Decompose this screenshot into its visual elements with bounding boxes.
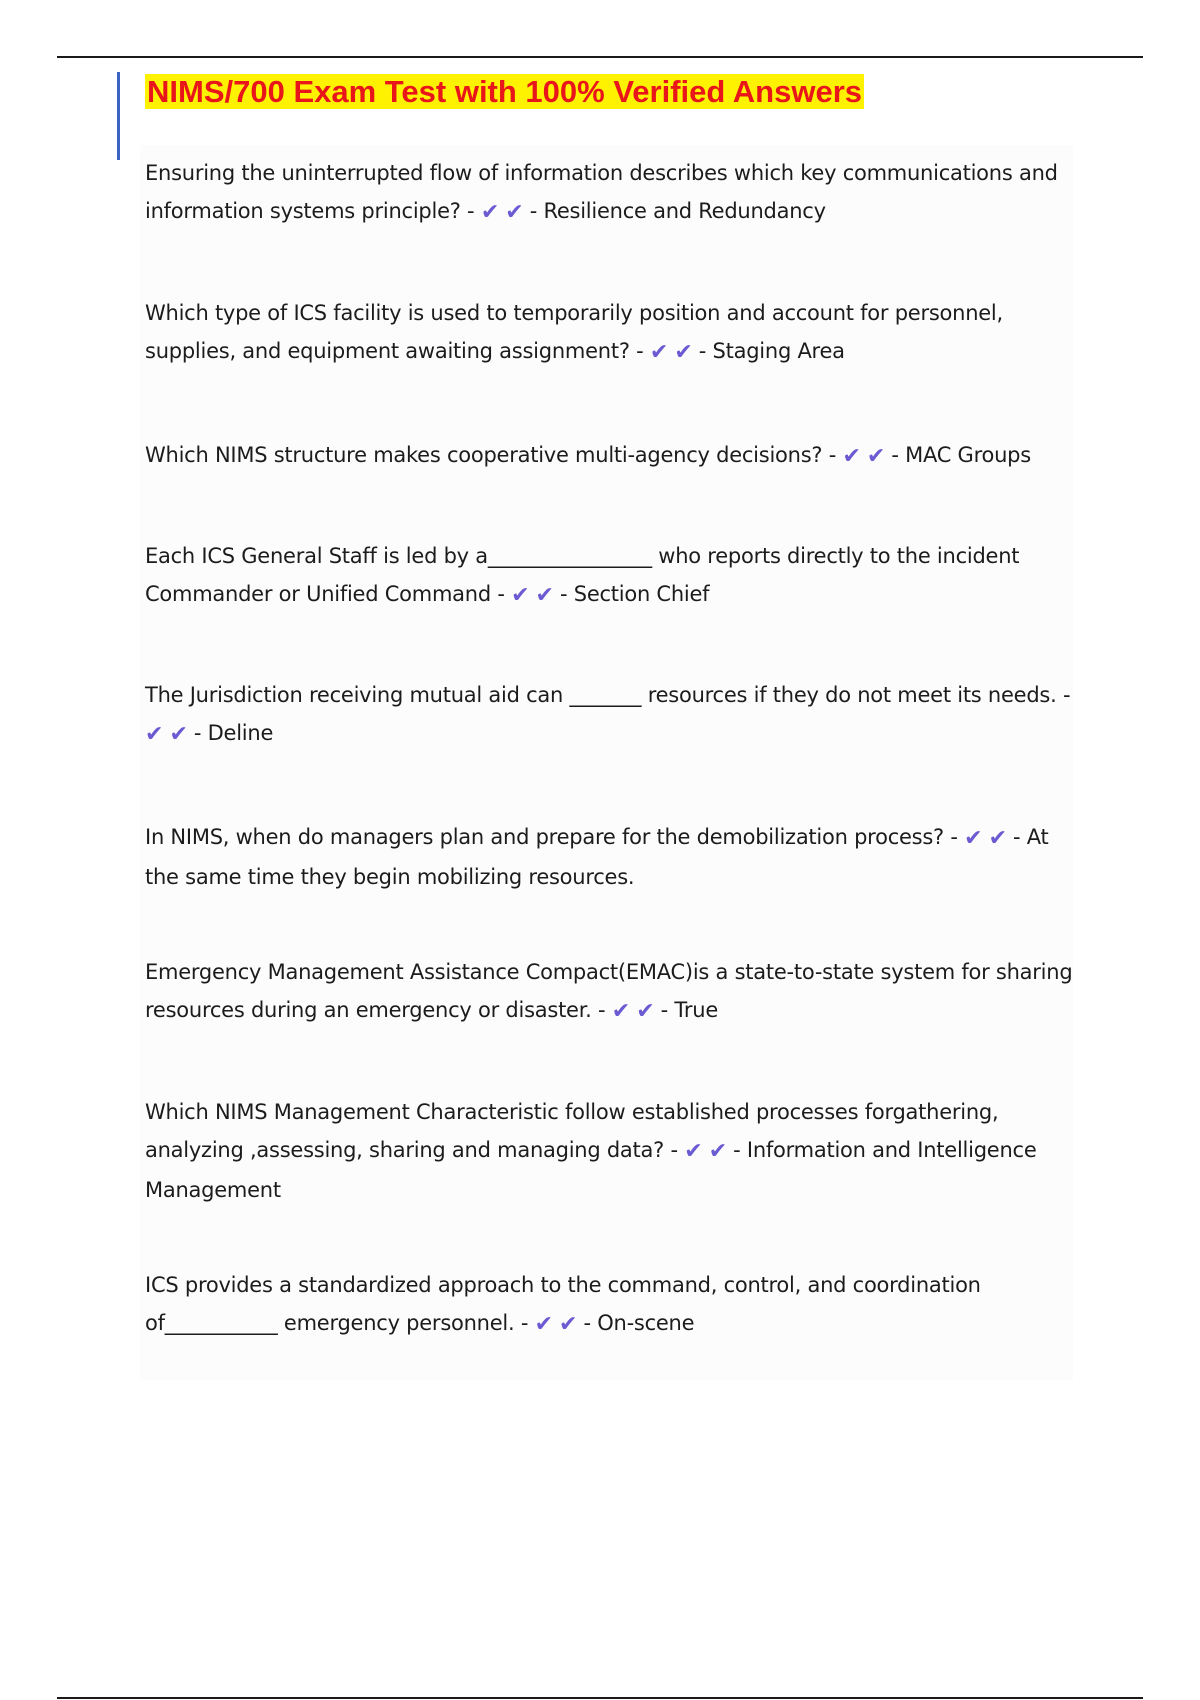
answer-text: - Deline bbox=[193, 721, 274, 745]
qa-item-9 bbox=[145, 1266, 1080, 1344]
top-rule bbox=[57, 56, 1143, 58]
qa-item-6 bbox=[145, 818, 1080, 896]
question-text: Which NIMS structure makes cooperative multi-agency decisions? - bbox=[145, 443, 837, 467]
document-title: NIMS/700 Exam Test with 100% Verified Answers bbox=[147, 74, 863, 109]
qa-item-3 bbox=[145, 436, 1080, 476]
answer-text: - At the same time they begin mobilizing resources. bbox=[145, 825, 1049, 889]
title-accent-bar bbox=[117, 72, 120, 160]
double-check-icon: ✔✔ bbox=[145, 722, 194, 747]
question-text: Which NIMS Management Characteristic follow established processes forgathering, analyzing ,assessing, sharing and managing data? - bbox=[145, 1100, 999, 1162]
qa-item-5 bbox=[145, 676, 1080, 754]
qa-item-8 bbox=[145, 1093, 1080, 1209]
answer-text: - MAC Groups bbox=[891, 443, 1031, 467]
double-check-icon: ✔✔ bbox=[649, 340, 699, 365]
question-text: Which type of ICS facility is used to temporarily position and account for personnel, supplies, and equipment awaiting assignment? - bbox=[145, 301, 1003, 363]
qa-item-1 bbox=[145, 154, 1080, 232]
question-text: In NIMS, when do managers plan and prepare for the demobilization process? - bbox=[145, 825, 958, 849]
qa-item-4 bbox=[145, 537, 1080, 615]
answer-text: - Section Chief bbox=[559, 582, 710, 606]
question-text: Ensuring the uninterrupted flow of information describes which key communications and information systems principle? - bbox=[145, 161, 1058, 223]
double-check-icon: ✔✔ bbox=[511, 583, 560, 608]
question-text: ICS provides a standardized approach to the command, control, and coordination of___________ emergency personnel. - bbox=[145, 1273, 981, 1335]
answer-text: - On-scene bbox=[583, 1311, 695, 1335]
answer-text: - Information and Intelligence Management bbox=[145, 1138, 1037, 1202]
question-text: The Jurisdiction receiving mutual aid can _______ resources if they do not meet its needs. - bbox=[145, 683, 1071, 707]
answer-text: - Resilience and Redundancy bbox=[529, 199, 826, 223]
answer-text: - True bbox=[660, 998, 719, 1022]
double-check-icon: ✔✔ bbox=[684, 1139, 734, 1164]
double-check-icon: ✔✔ bbox=[842, 444, 892, 469]
qa-item-2 bbox=[145, 294, 1080, 372]
question-text: Each ICS General Staff is led by a________________ who reports directly to the incident Commander or Unified Command - bbox=[145, 544, 1020, 606]
bottom-rule bbox=[57, 1697, 1143, 1699]
double-check-icon: ✔✔ bbox=[611, 999, 661, 1024]
question-text: Emergency Management Assistance Compact(EMAC)is a state-to-state system for sharing resources during an emergency or disaster. - bbox=[145, 960, 1073, 1022]
qa-item-7 bbox=[145, 953, 1080, 1031]
answer-text: - Staging Area bbox=[698, 339, 845, 363]
double-check-icon: ✔✔ bbox=[534, 1312, 584, 1337]
double-check-icon: ✔✔ bbox=[964, 826, 1013, 851]
double-check-icon: ✔✔ bbox=[480, 200, 530, 225]
